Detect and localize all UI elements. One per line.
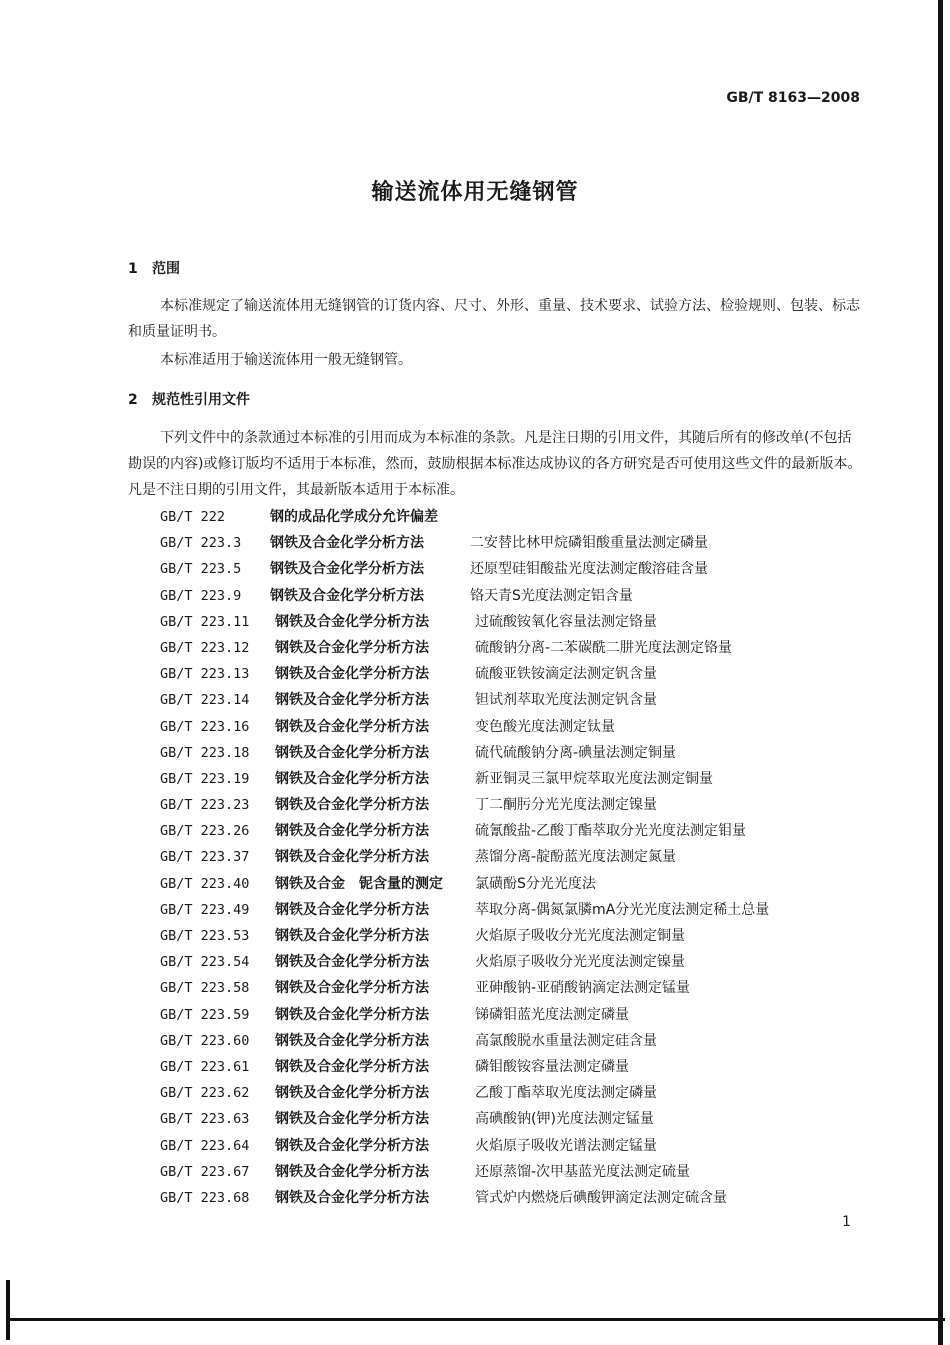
reference-item: [160, 1185, 880, 1211]
reference-category: 钢铁及合金化学分析方法: [275, 1111, 429, 1128]
reference-category: 钢铁及合金化学分析方法: [275, 1085, 429, 1102]
section-title: 规范性引用文件: [152, 392, 250, 408]
reference-code: GB/T 222: [160, 509, 226, 525]
reference-category: 钢铁及合金化学分析方法: [275, 666, 429, 683]
reference-method: 火焰原子吸收光谱法测定锰量: [475, 1137, 657, 1154]
reference-item: [160, 1159, 880, 1185]
page-number: 1: [842, 1214, 851, 1230]
reference-method: 亚砷酸钠-亚硝酸钠滴定法测定锰量: [475, 980, 691, 997]
reference-item: [160, 661, 880, 687]
scan-bottom-rule: [10, 1318, 945, 1321]
section-2-heading: [128, 389, 250, 409]
reference-item: [160, 714, 880, 740]
section-1-heading: [128, 258, 180, 278]
section-2-intro-paragraph: 下列文件中的条款通过本标准的引用而成为本标准的条款。凡是注日期的引用文件，其随后所有的修改单(不包括勘误的内容)或修订版均不适用于本标准，然而，鼓励根据本标准达成协议的各方研究是否可使用这些文件的最新版本。凡是不注日期的引用文件，其最新版本适用于本标准。: [128, 430, 862, 498]
document-title: 输送流体用无缝钢管: [371, 180, 579, 205]
reference-method: 高氯酸脱水重量法测定硅含量: [475, 1032, 657, 1049]
reference-code: GB/T 223.63: [160, 1111, 250, 1128]
reference-method: 管式炉内燃烧后碘酸钾滴定法测定硫含量: [475, 1189, 727, 1206]
reference-method: 铬天青S光度法测定铝含量: [470, 587, 633, 604]
reference-item: [160, 844, 880, 870]
reference-category: 钢铁及合金化学分析方法: [275, 849, 429, 866]
reference-item: [160, 766, 880, 792]
reference-category: 钢铁及合金 铌含量的测定: [275, 875, 443, 892]
reference-code: GB/T 223.62: [160, 1085, 250, 1102]
reference-category: 钢铁及合金化学分析方法: [275, 1163, 429, 1180]
reference-method: 乙酸丁酯萃取光度法测定磷量: [475, 1085, 657, 1102]
reference-method: 硫代硫酸钠分离-碘量法测定铜量: [475, 744, 677, 761]
scan-corner-mark: [6, 1280, 10, 1340]
reference-method: 过硫酸铵氧化容量法测定铬量: [475, 613, 657, 630]
reference-code: GB/T 223.13: [160, 666, 250, 683]
reference-code: GB/T 223.12: [160, 639, 250, 656]
reference-code: GB/T 223.14: [160, 692, 250, 709]
reference-item: [160, 871, 880, 897]
reference-method: 火焰原子吸收分光光度法测定铜量: [475, 928, 685, 944]
reference-method: 锑磷钼蓝光度法测定磷量: [475, 1006, 629, 1023]
reference-category: 钢铁及合金化学分析方法: [275, 928, 429, 944]
reference-code: GB/T 223.3: [160, 535, 242, 552]
reference-code: GB/T 223.61: [160, 1058, 250, 1075]
reference-code: GB/T 223.19: [160, 770, 250, 787]
reference-category: 钢铁及合金化学分析方法: [275, 1189, 429, 1206]
reference-category: 钢的成品化学成分允许偏差: [270, 509, 438, 525]
normative-reference-list: [160, 504, 880, 1211]
reference-category: 钢铁及合金化学分析方法: [275, 797, 429, 814]
reference-item: [160, 818, 880, 844]
reference-item: [160, 556, 880, 582]
reference-code: GB/T 223.18: [160, 744, 250, 761]
reference-code: GB/T 223.23: [160, 797, 250, 814]
reference-category: 钢铁及合金化学分析方法: [275, 770, 429, 787]
section-1-paragraph-1: 本标准规定了输送流体用无缝钢管的订货内容、尺寸、外形、重量、技术要求、试验方法、检验规则、包装、标志和质量证明书。: [128, 298, 860, 340]
reference-method: 蒸馏分离-靛酚蓝光度法测定氮量: [475, 849, 677, 866]
reference-code: GB/T 223.26: [160, 823, 250, 840]
reference-category: 钢铁及合金化学分析方法: [275, 1058, 429, 1075]
reference-code: GB/T 223.9: [160, 587, 242, 604]
reference-item: [160, 740, 880, 766]
reference-category: 钢铁及合金化学分析方法: [275, 1032, 429, 1049]
reference-method: 氯磺酚S分光光度法: [475, 875, 596, 892]
reference-code: GB/T 223.40: [160, 875, 250, 892]
reference-method: 硫酸钠分离-二苯碳酰二肼光度法测定铬量: [475, 639, 733, 656]
reference-method: 硫酸亚铁铵滴定法测定钒含量: [475, 666, 657, 683]
reference-item: [160, 923, 880, 949]
reference-item: [160, 949, 880, 975]
reference-code: GB/T 223.64: [160, 1137, 250, 1154]
reference-method: 火焰原子吸收分光光度法测定镍量: [475, 954, 685, 971]
reference-category: 钢铁及合金化学分析方法: [275, 980, 429, 997]
reference-method: 二安替比林甲烷磷钼酸重量法测定磷量: [470, 535, 708, 552]
reference-method: 钽试剂萃取光度法测定钒含量: [475, 692, 657, 709]
reference-category: 钢铁及合金化学分析方法: [275, 718, 429, 735]
reference-category: 钢铁及合金化学分析方法: [275, 954, 429, 971]
reference-item: [160, 530, 880, 556]
reference-category: 钢铁及合金化学分析方法: [275, 639, 429, 656]
reference-category: 钢铁及合金化学分析方法: [270, 587, 424, 604]
reference-code: GB/T 223.53: [160, 928, 250, 944]
reference-code: GB/T 223.68: [160, 1189, 250, 1206]
reference-method: 还原型硅钼酸盐光度法测定酸溶硅含量: [470, 561, 708, 578]
reference-method: 萃取分离-偶氮氯膦mA分光光度法测定稀土总量: [475, 901, 770, 918]
reference-method: 磷钼酸铵容量法测定磷量: [475, 1058, 629, 1075]
reference-item: [160, 975, 880, 1001]
reference-code: GB/T 223.11: [160, 613, 250, 630]
section-number: 2: [128, 392, 138, 408]
reference-code: GB/T 223.67: [160, 1163, 250, 1180]
reference-method: 丁二酮肟分光光度法测定镍量: [475, 797, 657, 814]
standard-code: GB/T 8163—2008: [726, 90, 860, 106]
reference-method: 变色酸光度法测定钛量: [475, 718, 615, 735]
reference-item: [160, 1133, 880, 1159]
reference-category: 钢铁及合金化学分析方法: [275, 1006, 429, 1023]
reference-category: 钢铁及合金化学分析方法: [275, 692, 429, 709]
reference-item: [160, 1028, 880, 1054]
reference-item: [160, 609, 880, 635]
reference-item: [160, 897, 880, 923]
reference-code: GB/T 223.49: [160, 901, 250, 918]
reference-item: [160, 1106, 880, 1132]
reference-method: 新亚铜灵三氯甲烷萃取光度法测定铜量: [475, 770, 713, 787]
section-number: 1: [128, 261, 138, 277]
reference-category: 钢铁及合金化学分析方法: [275, 901, 429, 918]
reference-method: 还原蒸馏-次甲基蓝光度法测定硫量: [475, 1163, 691, 1180]
reference-item: [160, 1054, 880, 1080]
reference-item: [160, 687, 880, 713]
reference-category: 钢铁及合金化学分析方法: [270, 535, 424, 552]
reference-code: GB/T 223.60: [160, 1032, 250, 1049]
reference-code: GB/T 223.16: [160, 718, 250, 735]
reference-category: 钢铁及合金化学分析方法: [275, 744, 429, 761]
reference-method: 高碘酸钠(钾)光度法测定锰量: [475, 1111, 654, 1128]
reference-item: [160, 1002, 880, 1028]
reference-category: 钢铁及合金化学分析方法: [270, 561, 424, 578]
reference-method: 硫氰酸盐-乙酸丁酯萃取分光光度法测定钼量: [475, 823, 747, 840]
section-title: 范围: [152, 261, 180, 277]
reference-code: GB/T 223.5: [160, 561, 242, 578]
reference-code: GB/T 223.54: [160, 954, 250, 971]
reference-category: 钢铁及合金化学分析方法: [275, 613, 429, 630]
section-1-paragraph-2: 本标准适用于输送流体用一般无缝钢管。: [160, 352, 412, 368]
reference-item: [160, 504, 880, 530]
reference-item: [160, 1080, 880, 1106]
reference-code: GB/T 223.59: [160, 1006, 250, 1023]
reference-category: 钢铁及合金化学分析方法: [275, 1137, 429, 1154]
reference-category: 钢铁及合金化学分析方法: [275, 823, 429, 840]
reference-item: [160, 635, 880, 661]
reference-item: [160, 583, 880, 609]
reference-code: GB/T 223.58: [160, 980, 250, 997]
reference-item: [160, 792, 880, 818]
reference-code: GB/T 223.37: [160, 849, 250, 866]
